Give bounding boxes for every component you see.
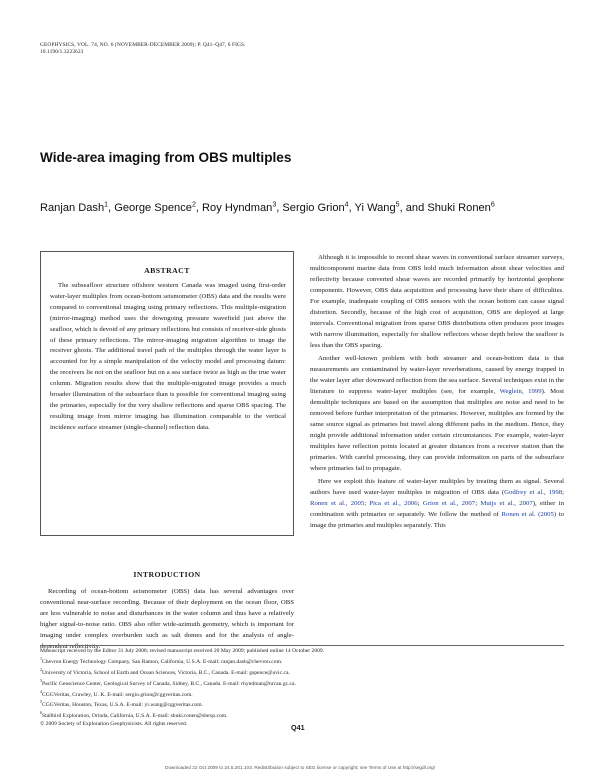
- affiliation-marker: 4: [344, 201, 349, 208]
- affiliation-note: $^2$University of Victoria, School of Earth and Ocean Sciences, Victoria, B.C., Canada. E-mail: gspence@uvic.ca.: [40, 666, 290, 676]
- affiliation-note: $^3$Pacific Geoscience Center, Geological Survey of Canada, Sidney, B.C., Canada. E-mail: rhyndman@nrcan.gc.ca.: [40, 677, 296, 687]
- affiliation-note: $^1$Chevron Energy Technology Company, San Ramon, California, U.S.A. E-mail: ranjan.dash@chevron.com.: [40, 656, 283, 665]
- citation-link[interactable]: Weglein, 1999: [499, 387, 542, 395]
- affiliation-marker: 2: [191, 201, 196, 208]
- manuscript-note: Manuscript received by the Editor 31 July 2008; revised manuscript received 20 May 2009; published online 14 October 2009.: [40, 648, 325, 654]
- affiliation-marker: 3: [272, 201, 277, 208]
- author: Shuki Ronen$^6$: [427, 201, 495, 214]
- doi: 10.1190/1.3223623: [40, 49, 84, 56]
- copyright-note: © 2009 Society of Exploration Geophysicists. All rights reserved.: [40, 721, 188, 728]
- affiliation-note: $^4$CGGVeritas, Crawley, U. K. E-mail: sergio.grion@cggveritas.com.: [40, 688, 193, 698]
- paragraph: Here we exploit this feature of water-layer multiples by treating them as signal. Several authors have used water-layer multiples in migration of OBS data (Godfrey et al., 1998; Ronen et al., 2005; Pica et al., 2006; Grion et al., 2007; Muijs et al., 2007), either in combination with primaries or separately. We follow the method of Ronen et al. (2005) to image the primaries and multiples separately. This: [310, 478, 564, 529]
- author: Sergio Grion$^4$,: [282, 201, 355, 214]
- paper-title: Wide-area imaging from OBS multiples: [40, 150, 292, 165]
- paragraph: Another well-known problem with both streamer and ocean-bottom data is that measurements are contaminated by water-layer reverberations, caused by energy trapped in the water layer after downward reflection from the sea surface. Several techniques exist in the literature to suppress water-layer multiples (see, for example, Weglein, 1999). Most demultiple techniques are based on the assumption that multiples are noise and need to be removed before further interpretation of the primaries. However, multiples are formed by the same source signal as primaries but travel along different paths in the medium. Hence, they might provide additional information under certain circumstances. For example, water-layer multiples have reflection points located at greater distances from a receiver station than the primaries. With careful processing, they can provide information on parts of the subsurface where primaries fail to propagate.: [310, 355, 564, 472]
- author: Ranjan Dash$^1$,: [40, 201, 115, 214]
- citation-link[interactable]: Pica et al., 2006: [369, 499, 418, 507]
- author: George Spence$^2$,: [114, 201, 203, 214]
- download-note: Downloaded 22 Oct 2009 to 24.5.201.103. Redistribution subject to SEG license or copyright; see Terms of Use at http://segdl.org/: [164, 765, 436, 770]
- affiliation-note: $^6$Stallbird Exploration, Orinda, California, U.S.A. E-mail: shuki.ronen@sbexp.com.: [40, 710, 228, 720]
- abstract-heading: ABSTRACT: [144, 266, 190, 275]
- author: Roy Hyndman$^3$,: [202, 201, 283, 214]
- introduction-heading: INTRODUCTION: [133, 570, 201, 579]
- citation-link[interactable]: Muijs et al., 2007: [480, 499, 533, 507]
- citation-link[interactable]: Grion et al., 2007: [422, 499, 476, 507]
- abstract-text: The subseafloor structure offshore western Canada was imaged using first-order water-layer multiples from ocean-bottom seismometer (OBS) data and the results were compared to conventional imaging using primary reflections. This multiple-migration (mirror-imaging) method uses the downgoing pressure wavefield just above the seafloor, which is devoid of any primary reflections but consists of receiver-side ghosts of these primary reflections. The mirror-imaging migration algorithm to image the receiver ghosts. The additional travel path of the multiples through the water layer is accounted for by a simple manipulation of the velocity model and processing datum: the receivers lie not on the seafloor but on a sea surface twice as high as the true water column. Migration results show that the multiple-migrated image provides a much broader illumination of the subsurface than is possible for conventional imaging using the primaries, especially for the very shallow reflections and sparse OBS spacing. The resulting image from mirror imaging has illumination comparable to the vertical incidence surface streamer (single-channel) reflection data.: [50, 282, 286, 431]
- affiliation-note: $^5$CGGVeritas, Houston, Texas, U.S.A. E-mail: yi.wang@cggveritas.com.: [40, 699, 203, 709]
- affiliation-marker: 6: [490, 201, 495, 208]
- affiliation-marker: 1: [104, 201, 109, 208]
- journal-citation: GEOPHYSICS, VOL. 74, NO. 6 (NOVEMBER-DECEMBER 2009); P. Q41–Q47, 6 FIGS.: [40, 42, 246, 48]
- paragraph: Although it is impossible to record shear waves in conventional surface streamer surveys, multicomponent marine data from OBS hold much information about shear velocities and reflectivity because converted shear waves are recorded primarily by horizontal geophone components. However, OBS data acquisition and processing have their share of difficulties. For example, inadequate coupling of OBS sensors with the ocean bottom can cause signal distortion. Secondly, because of the high cost of acquisition, OBS are deployed at large intervals. Conventional migration from sparse OBS distributions often produces poor images with narrow illumination, especially for shallow reflectors whose depth below the seafloor is less than the OBS spacing.: [310, 254, 564, 349]
- citation-link[interactable]: Godfrey et al., 1998: [504, 489, 563, 497]
- author-list: [40, 201, 580, 214]
- page-number: Q41: [291, 723, 305, 732]
- footnotes: [40, 647, 564, 728]
- author: Yi Wang$^5$, and: [354, 201, 428, 214]
- right-column: [310, 253, 564, 534]
- journal-header: [40, 42, 300, 56]
- footnote-divider: [40, 645, 564, 646]
- introduction-text: Recording of ocean-bottom seismometer (OBS) data has several advantages over conventional near-surface recording. Because of their deployment on the ocean floor, OBS are less vulnerable to noise and disturbances in the water column and thus have a relatively higher signal-to-noise ratio. OBS also offer wide-azimuth geometry, which is important for imaging under complex overburden such as salt domes and for the analysis of angle-dependent reflectivity.: [40, 588, 294, 650]
- citation-link[interactable]: Ronen et al., 2005: [310, 499, 365, 507]
- affiliation-marker: 5: [395, 201, 400, 208]
- citation-link[interactable]: Ronen et al. (2005): [501, 510, 557, 518]
